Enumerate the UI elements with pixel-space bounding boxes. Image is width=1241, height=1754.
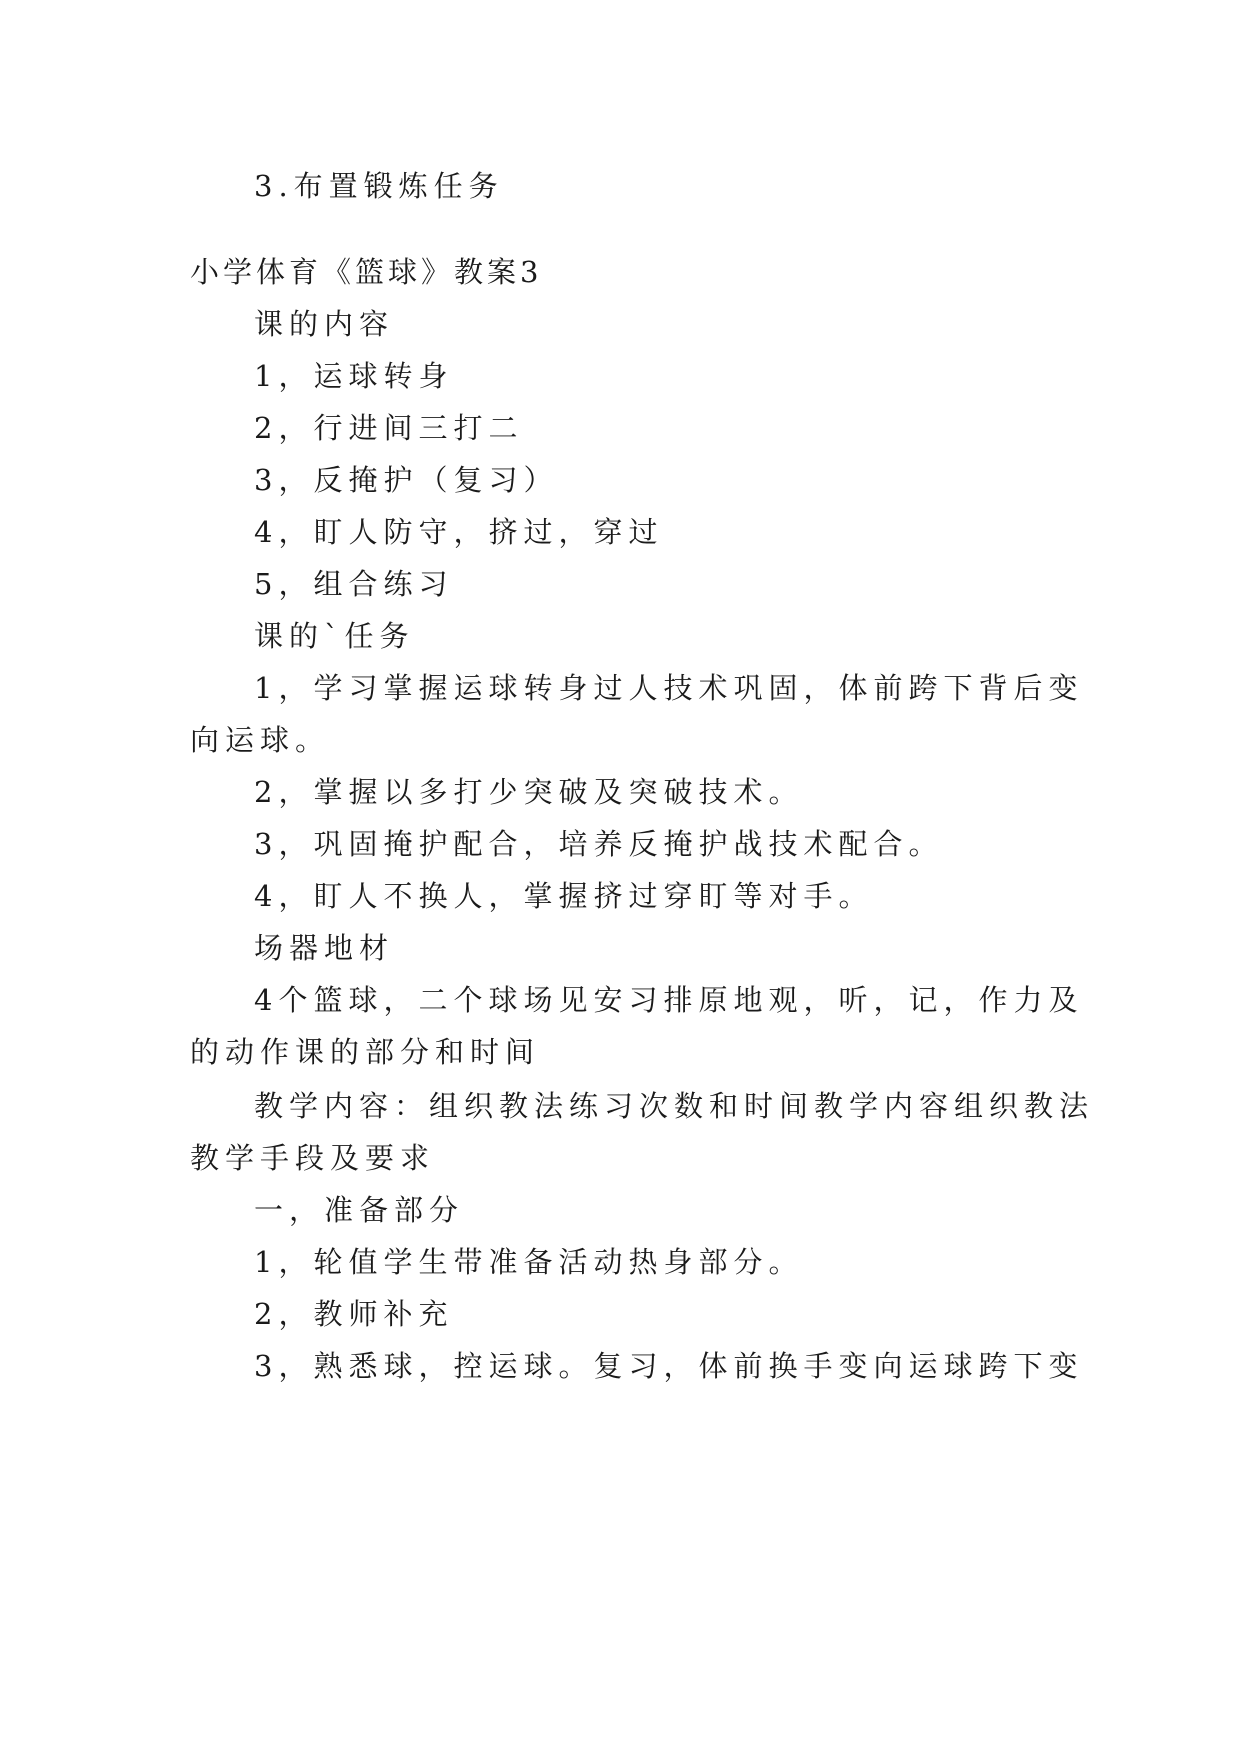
task-2: 2，掌握以多打少突破及突破技术。 — [254, 775, 804, 809]
task-4: 4，盯人不换人，掌握挤过穿盯等对手。 — [254, 879, 874, 913]
task-3: 3，巩固掩护配合，培养反掩护战技术配合。 — [254, 827, 944, 861]
task-heading: 课的`任务 — [254, 619, 415, 653]
prep-item-3: 3，熟悉球，控运球。复习，体前换手变向运球跨下变 — [254, 1349, 1084, 1383]
top-item: 3.布置锻炼任务 — [254, 169, 504, 203]
equipment-line2: 的动作课的部分和时间 — [190, 1035, 541, 1069]
prep-item-2: 2，教师补充 — [254, 1297, 454, 1331]
content-item-1: 1，运球转身 — [254, 359, 454, 393]
teaching-line1: 教学内容：组织教法练习次数和时间教学内容组织教法 — [254, 1089, 1095, 1123]
prep-item-1: 1，轮值学生带准备活动热身部分。 — [254, 1245, 804, 1279]
content-item-4: 4，盯人防守，挤过，穿过 — [254, 515, 664, 549]
content-item-2: 2，行进间三打二 — [254, 411, 524, 445]
equipment-heading: 场器地材 — [254, 931, 395, 965]
prep-heading: 一，准备部分 — [254, 1193, 465, 1227]
content-item-3: 3，反掩护（复习） — [254, 463, 559, 497]
content-item-5: 5，组合练习 — [254, 567, 454, 601]
equipment-line1: 4个篮球，二个球场见安习排原地观，听，记，作力及 — [254, 983, 1084, 1017]
section-title: 小学体育《篮球》教案3 — [190, 255, 543, 289]
content-heading: 课的内容 — [254, 307, 395, 341]
teaching-line2: 教学手段及要求 — [190, 1141, 436, 1175]
task-1-line2: 向运球。 — [190, 723, 331, 757]
task-1-line1: 1，学习掌握运球转身过人技术巩固，体前跨下背后变 — [254, 671, 1084, 705]
